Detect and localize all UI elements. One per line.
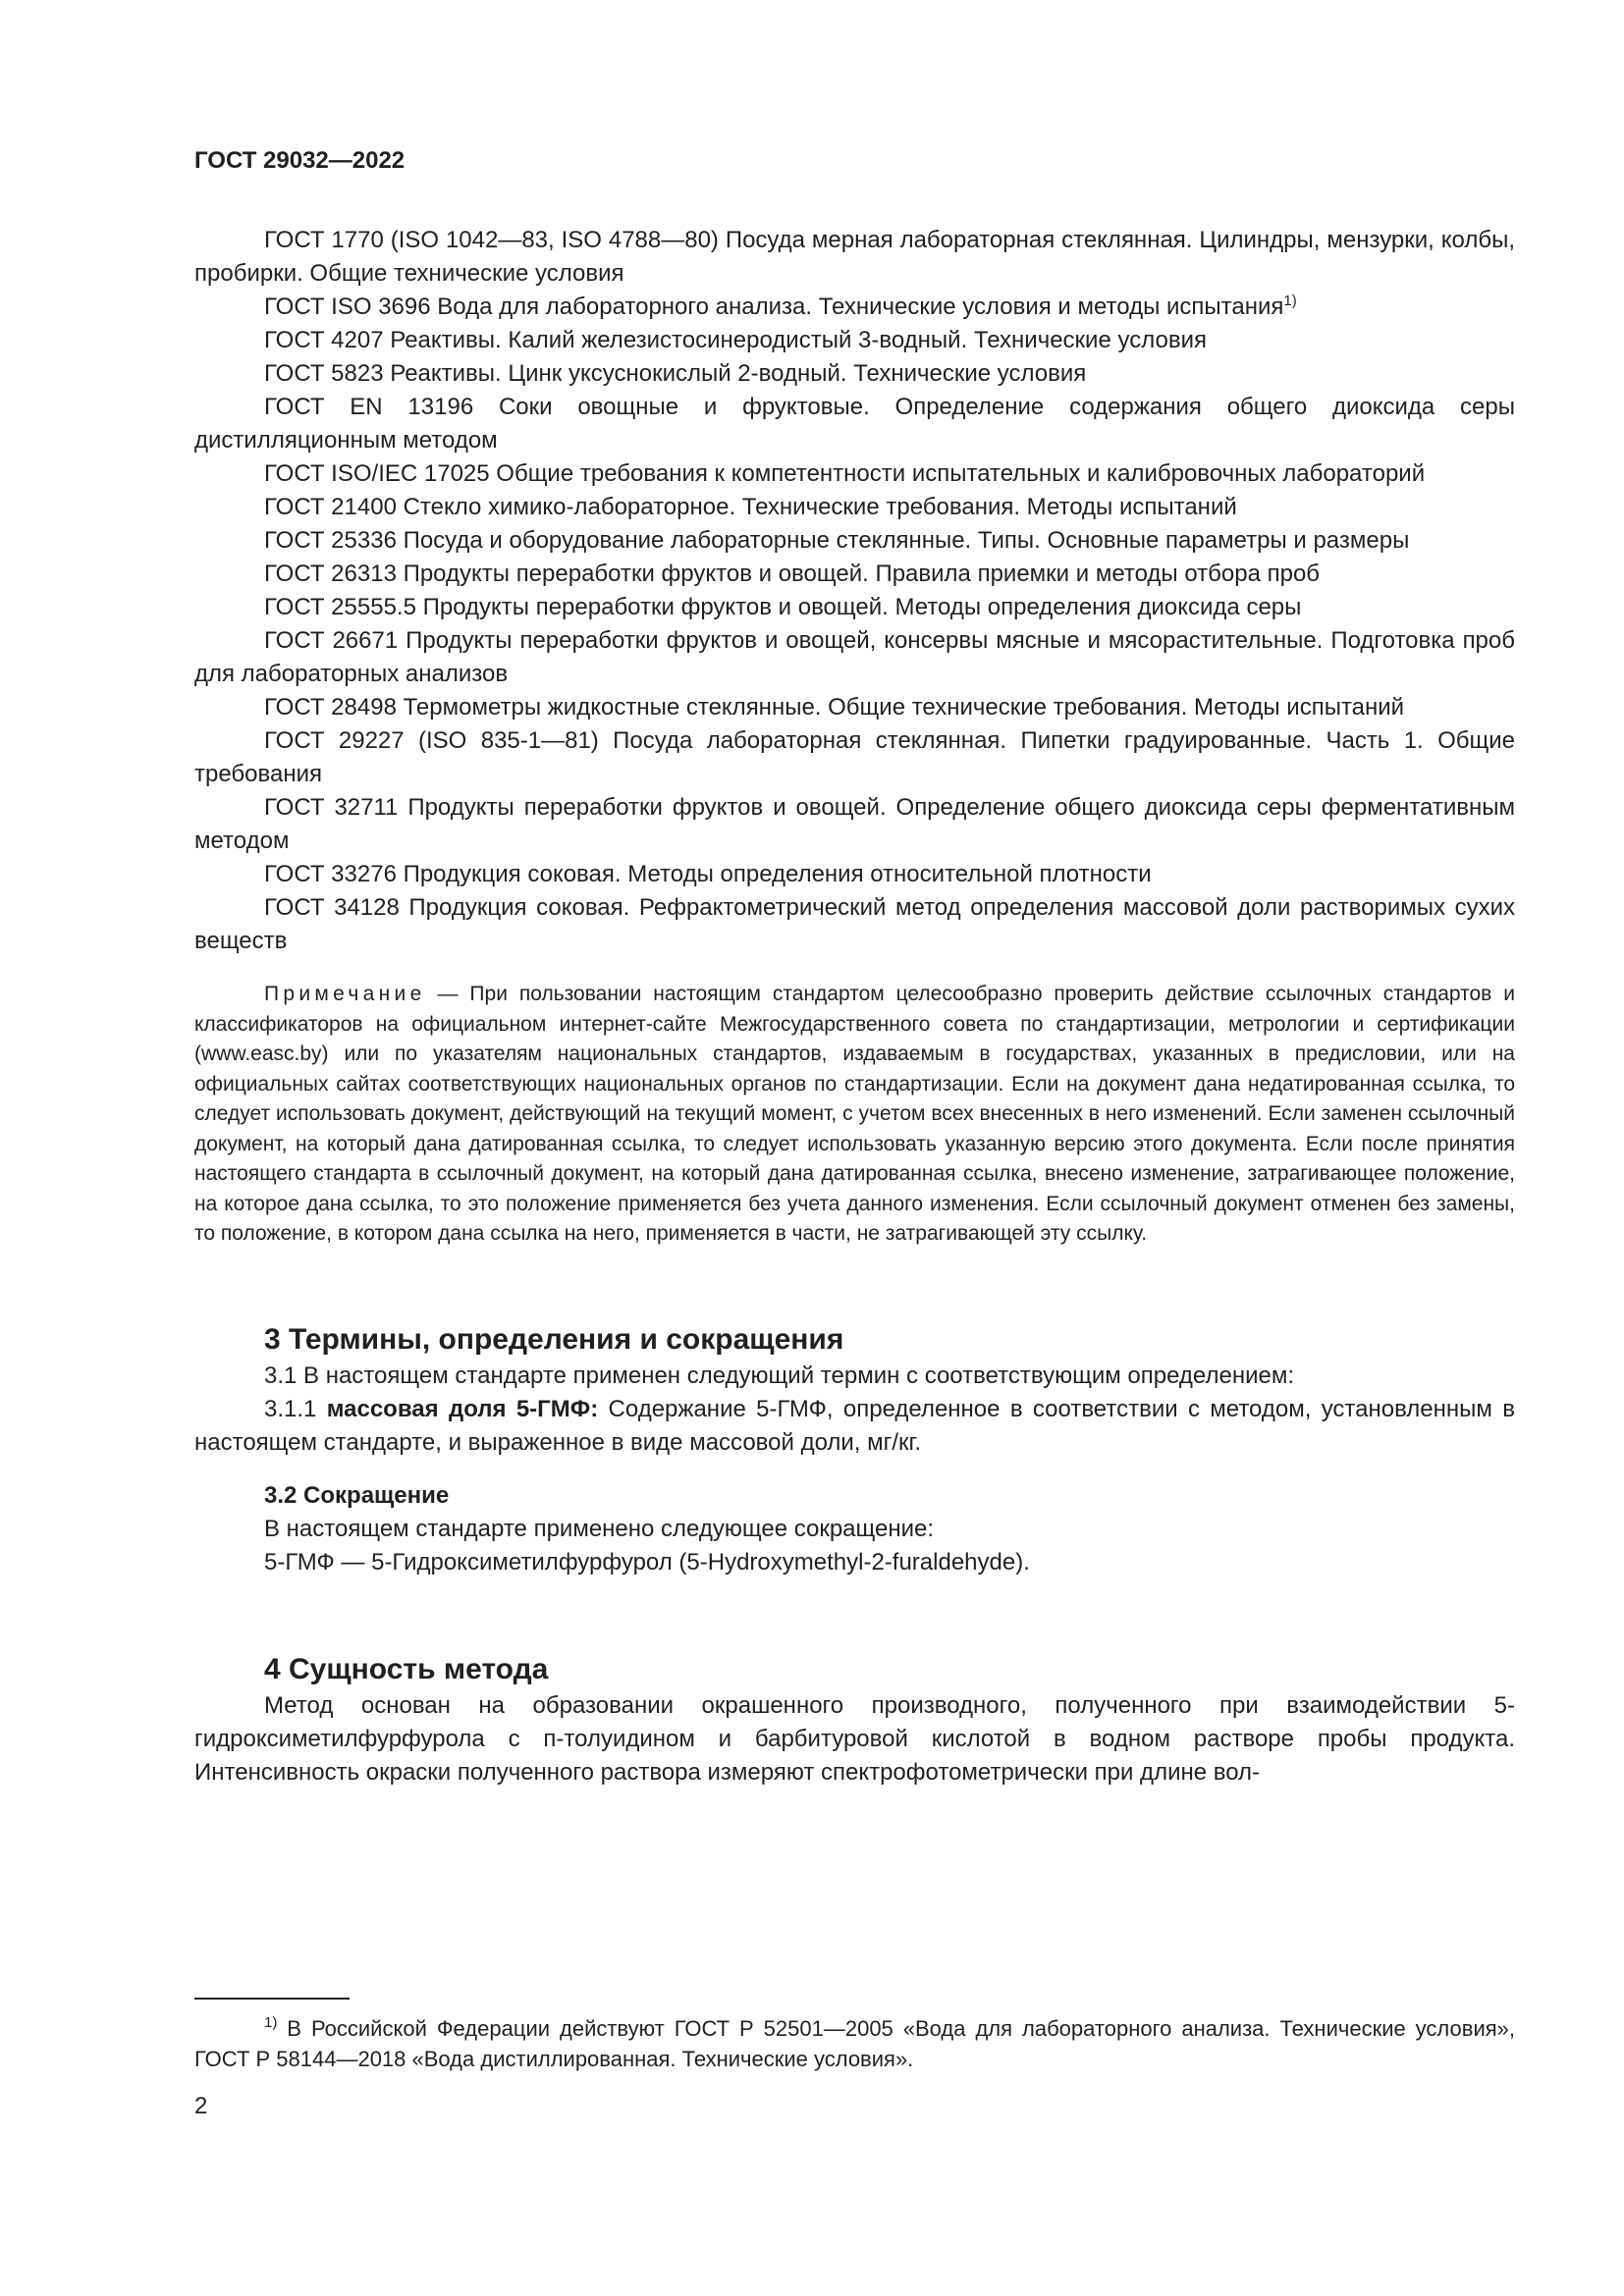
- reference-item: ГОСТ 25336 Посуда и оборудование лабораторные стеклянные. Типы. Основные параметры и размеры: [264, 527, 1410, 554]
- document-code: ГОСТ 29032—2022: [194, 147, 406, 174]
- page-body: [194, 224, 1515, 1789]
- subsection-3-2-heading: 3.2 Сокращение: [264, 1481, 450, 1509]
- term-name: массовая доля 5-ГМФ:: [326, 1395, 599, 1422]
- reference-item: ГОСТ EN 13196 Соки овощные и фруктовые. Определение содержания общего диоксида серы дистилляционным методом: [194, 394, 1515, 454]
- reference-item: ГОСТ 29227 (ISO 835-1—81) Посуда лабораторная стеклянная. Пипетки градуированные. Часть 1. Общие требования: [194, 727, 1515, 787]
- reference-item: ГОСТ ISO 3696 Вода для лабораторного анализа. Технические условия и методы испытания$^{1)}$: [264, 293, 1297, 320]
- reference-item: ГОСТ ISO/IEC 17025 Общие требования к компетентности испытательных и калибровочных лабораторий: [264, 460, 1426, 487]
- reference-item: ГОСТ 34128 Продукция соковая. Рефрактометрический метод определения массовой доли растворимых сухих веществ: [194, 894, 1515, 954]
- footnote-mark: 1): [264, 2014, 278, 2031]
- reference-item: ГОСТ 26671 Продукты переработки фруктов и овощей, консервы мясные и мясорастительные. Подготовка проб для лабораторных анализов: [194, 627, 1515, 687]
- reference-item: ГОСТ 26313 Продукты переработки фруктов и овощей. Правила приемки и методы отбора проб: [264, 561, 1321, 587]
- section-3-1-text: 3.1 В настоящем стандарте применен следующий термин с соответствующим определением:: [264, 1362, 1295, 1389]
- reference-item: ГОСТ 5823 Реактивы. Цинк уксуснокислый 2-водный. Технические условия: [264, 360, 1087, 387]
- page-number: 2: [194, 2093, 208, 2119]
- section-4-heading: 4 Сущность метода: [264, 1652, 549, 1685]
- footnote-text: В Российской Федерации действуют ГОСТ Р 52501—2005 «Вода для лабораторного анализа. Технические условия», ГОСТ Р 58144—2018 «Вода дистиллированная. Технические условия».: [194, 2016, 1515, 2071]
- term-definition: 3.1.1 массовая доля 5-ГМФ: Содержание 5-ГМФ, определенное в соответствии с методом, установленным в настоящем стандарте, и выраженное в виде массовой доли, мг/кг.: [194, 1395, 1515, 1456]
- note-paragraph: [194, 980, 1515, 1250]
- normative-references-list: [194, 224, 1515, 958]
- note-label: Примечание: [264, 983, 426, 1005]
- reference-item: ГОСТ 21400 Стекло химико-лабораторное. Технические требования. Методы испытаний: [264, 494, 1237, 520]
- section-4-text: Метод основан на образовании окрашенного производного, полученного при взаимодействии 5-гидроксиметилфурфурола с п-толуидином и барбитуровой кислотой в водном растворе пробы продукта. Интенсивность окраски полученного раствора измеряют спектрофотометрически при длине вол-: [194, 1691, 1515, 1786]
- reference-item: ГОСТ 25555.5 Продукты переработки фруктов и овощей. Методы определения диоксида серы: [264, 594, 1302, 620]
- footnote: [194, 2013, 1515, 2074]
- abbreviation-entry: 5-ГМФ — 5-Гидроксиметилфурфурол (5-Hydroxymethyl-2-furaldehyde).: [264, 1548, 1030, 1575]
- reference-item: ГОСТ 4207 Реактивы. Калий железистосинеродистый 3-водный. Технические условия: [264, 327, 1207, 353]
- reference-item: ГОСТ 33276 Продукция соковая. Методы определения относительной плотности: [264, 861, 1152, 887]
- note-text: — При пользовании настоящим стандартом целесообразно проверить действие ссылочных стандартов и классификаторов на официальном интернет-сайте Межгосударственного совета по стандартизации, метрологии и сертификации (www.easc.by) или по указателям национальных стандартов, издаваемым в государствах, указанных в предисловии, или на официальных сайтах соответствующих национальных органов по стандартизации. Если на документ дана недатированная ссылка, то следует использовать документ, действующий на текущий момент, с учетом всех внесенных в него изменений. Если заменен ссылочный документ, на который дана датированная ссылка, то следует использовать указанную версию этого документа. Если после принятия настоящего стандарта в ссылочный документ, на который дана датированная ссылка, внесено изменение, затрагивающее положение, на которое дана ссылка, то это положение применяется без учета данного изменения. Если ссылочный документ отменен без замены, то положение, в котором дана ссылка на него, применяется в части, не затрагивающей эту ссылку.: [194, 983, 1515, 1245]
- section-3-heading: 3 Термины, определения и сокращения: [264, 1322, 844, 1356]
- reference-item: ГОСТ 28498 Термометры жидкостные стеклянные. Общие технические требования. Методы испытаний: [264, 694, 1405, 721]
- abbreviation-intro: В настоящем стандарте применено следующее сокращение:: [264, 1515, 935, 1542]
- reference-item: ГОСТ 32711 Продукты переработки фруктов и овощей. Определение общего диоксида серы ферментативным методом: [194, 794, 1515, 854]
- footnote-mark: 1): [1283, 293, 1297, 309]
- footnote-separator: [194, 1998, 350, 2000]
- reference-item: ГОСТ 1770 (ISO 1042—83, ISO 4788—80) Посуда мерная лабораторная стеклянная. Цилиндры, мензурки, колбы, пробирки. Общие технические условия: [194, 227, 1515, 287]
